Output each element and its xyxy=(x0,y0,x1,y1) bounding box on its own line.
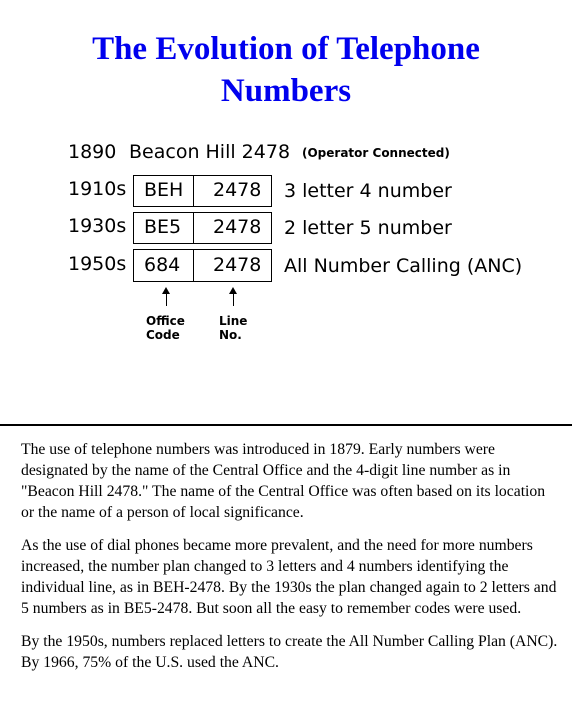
line-no-arrow xyxy=(233,292,234,306)
office-code-label xyxy=(146,314,185,342)
office-code-1950s: 684 xyxy=(144,254,181,276)
description-1930s: 2 letter 5 number xyxy=(284,217,452,239)
paragraph-3: By the 1950s, numbers replaced letters to create the All Number Calling Plan (ANC). By 1966, 75% of the U.S. used the ANC. xyxy=(21,633,558,671)
office-code-label-line-2: Code xyxy=(146,328,180,342)
paragraph-2: As the use of dial phones became more prevalent, and the need for more numbers increased, the number plan changed to 3 letters and 4 numbers identifying the individual line, as in BEH-2478. By the 1930s the plan changed again to 2 letters and 5 numbers as in BE5-2478. But soon all the easy to remember codes were used. xyxy=(21,537,557,617)
exchange-name-1890: Beacon Hill 2478 xyxy=(129,141,291,163)
divider-1950s xyxy=(193,249,194,282)
year-1930s: 1930s xyxy=(68,215,127,237)
divider-1910s xyxy=(193,175,194,207)
divider-1930s xyxy=(193,212,194,244)
line-number-1930s: 2478 xyxy=(213,216,262,238)
year-1910s: 1910s xyxy=(68,178,127,200)
year-1950s: 1950s xyxy=(68,253,127,275)
office-code-arrow xyxy=(166,292,167,306)
line-number-1910s: 2478 xyxy=(213,179,262,201)
line-no-label-line-1: Line xyxy=(219,314,248,328)
paragraph-1: The use of telephone numbers was introduced in 1879. Early numbers were designated by the name of the Central Office and the 4-digit line number as in "Beacon Hill 2478." The name of the Central Office was often based on its location or the name of a person of local significance. xyxy=(21,441,546,521)
office-code-label-line-1: Office xyxy=(146,314,185,328)
body-text xyxy=(21,439,561,685)
office-code-1930s: BE5 xyxy=(144,216,182,238)
description-1910s: 3 letter 4 number xyxy=(284,180,452,202)
office-code-1910s: BEH xyxy=(144,179,184,201)
section-divider xyxy=(0,424,572,426)
operator-connected-note: (Operator Connected) xyxy=(302,146,450,160)
year-1890: 1890 xyxy=(68,141,117,163)
line-no-label-line-2: No. xyxy=(219,328,242,342)
description-1950s: All Number Calling (ANC) xyxy=(284,255,523,277)
title-line-1: The Evolution of Telephone xyxy=(92,31,480,67)
line-number-1950s: 2478 xyxy=(213,254,262,276)
title-line-2: Numbers xyxy=(220,73,352,109)
line-no-label xyxy=(219,314,247,342)
